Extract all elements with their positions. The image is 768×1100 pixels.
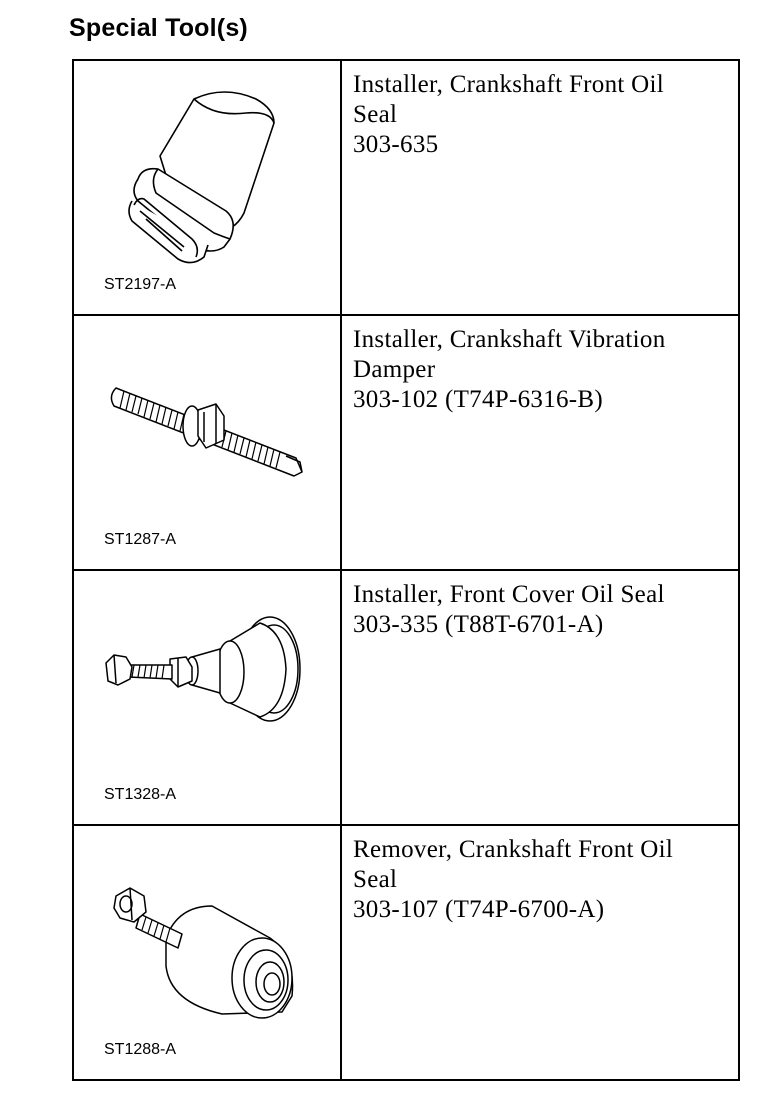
tool-figure-cell	[73, 60, 341, 315]
tool-name-line: Seal	[353, 866, 398, 893]
tool-description-cell	[341, 315, 739, 570]
tool-name-line: Damper	[353, 356, 436, 383]
tool-name-line: Installer, Crankshaft Vibration	[353, 326, 666, 353]
tool-row	[73, 570, 739, 825]
special-tools-table	[72, 59, 740, 1081]
tool-part-number: 303-107 (T74P-6700-A)	[353, 896, 605, 923]
tool-description-cell	[341, 825, 739, 1080]
figure-code: ST1288-A	[104, 1041, 177, 1058]
tool-description-cell	[341, 570, 739, 825]
tool-row	[73, 825, 739, 1080]
tool-name-line: Installer, Crankshaft Front Oil	[353, 71, 665, 98]
figure-code: ST2197-A	[104, 276, 177, 293]
tool-part-number: 303-102 (T74P-6316-B)	[353, 386, 604, 413]
tool-name-line: Seal	[353, 101, 398, 128]
tool-row	[73, 60, 739, 315]
tool-figure-cell	[73, 315, 341, 570]
figure-code: ST1328-A	[104, 786, 177, 803]
tool-name-line: Remover, Crankshaft Front Oil	[353, 836, 674, 863]
tool-name-line: Installer, Front Cover Oil Seal	[353, 581, 665, 608]
tool-figure-cell	[73, 825, 341, 1080]
tool-part-number: 303-635	[353, 131, 439, 158]
page-title: Special Tool(s)	[69, 14, 248, 42]
figure-code: ST1287-A	[104, 531, 177, 548]
tool-row	[73, 315, 739, 570]
tool-part-number: 303-335 (T88T-6701-A)	[353, 611, 604, 638]
tool-figure-cell	[73, 570, 341, 825]
tool-description-cell	[341, 60, 739, 315]
